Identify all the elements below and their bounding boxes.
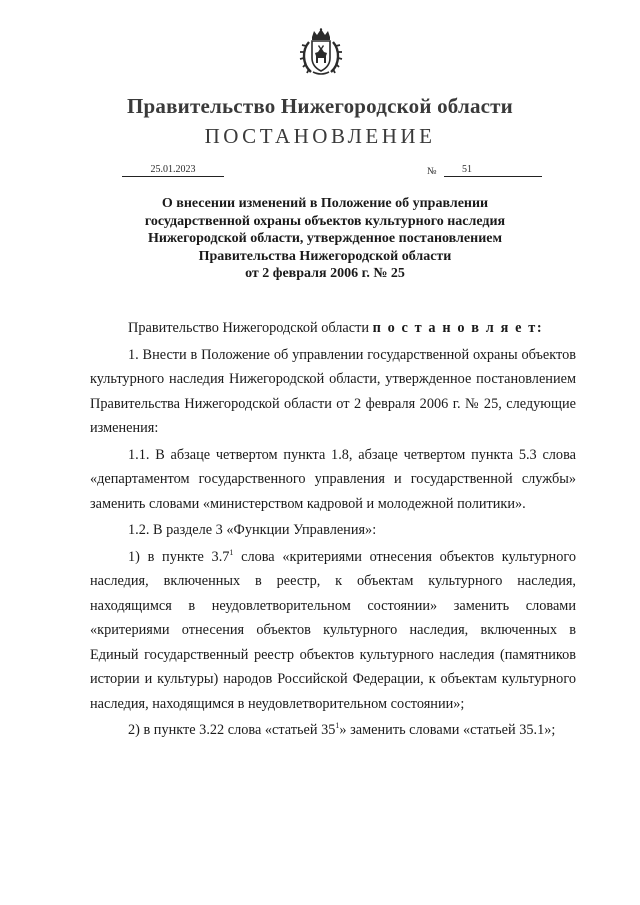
subject-line: О внесении изменений в Положение об управлении: [161, 196, 489, 211]
number-label: №: [427, 166, 437, 177]
document-date: 25.01.2023: [122, 164, 224, 177]
coat-of-arms-icon: [299, 28, 343, 78]
paragraph-1: 1. Внести в Положение об управлении государственной охраны объектов культурного наследия Нижегородской области, утвержденное постановлением Правительства Нижегородской области от 2 февраля 2006 г. № 25, следующие изменения:: [90, 346, 576, 436]
item-1-start: 1) в пункте 3.7: [128, 548, 230, 565]
document-number-value: 51: [462, 164, 472, 175]
subject-line: Нижегородской области, утвержденное постановлением: [147, 231, 503, 246]
paragraph-1-2: 1.2. В разделе 3 «Функции Управления»:: [128, 522, 377, 538]
subject-line: от 2 февраля 2006 г. № 25: [245, 266, 405, 281]
document-type: ПОСТАНОВЛЕНИЕ: [204, 124, 436, 148]
document-number: [444, 164, 542, 177]
item-1-rest: слова «критериями отнесения объектов культурного наследия, включенных в реестр, к объектам культурного наследия, находящимся в неудовлетворительном состоянии» заменить словами «критериями отнесения объектов культурного наследия, включенных в Единый государственный реестр объектов культурного наследия (памятников истории и культуры) народов Российской Федерации, к объектам культурного наследия, находящимся в неудовлетворительном состоянии»;: [90, 548, 576, 712]
item-1-superscript: 1: [229, 547, 234, 557]
subject-line: государственной охраны объектов культурного наследия: [144, 213, 506, 229]
preamble-decree-word: п о с т а н о в л я е т:: [372, 320, 544, 336]
item-2-start: 2) в пункте 3.22 слова «статьей 35: [128, 722, 336, 738]
preamble: [90, 316, 576, 341]
document-subject: [80, 195, 570, 283]
paragraph-1-1: 1.1. В абзаце четвертом пункта 1.8, абзаце четвертом пункта 5.3 слова «департаментом государственного управления и государственной службы» заменить словами «министерством кадровой и молодежной политики».: [90, 446, 576, 512]
item-2-superscript: 1: [335, 721, 340, 731]
government-name: Правительство Нижегородской области: [127, 94, 513, 118]
preamble-text: Правительство Нижегородской области: [128, 320, 373, 336]
paragraph-item-1: [90, 545, 576, 717]
subject-line: Правительства Нижегородской области: [198, 248, 452, 264]
item-2-rest: » заменить словами «статьей 35.1»;: [339, 722, 556, 738]
paragraph-item-2: [90, 718, 576, 743]
document-body: [90, 316, 576, 743]
